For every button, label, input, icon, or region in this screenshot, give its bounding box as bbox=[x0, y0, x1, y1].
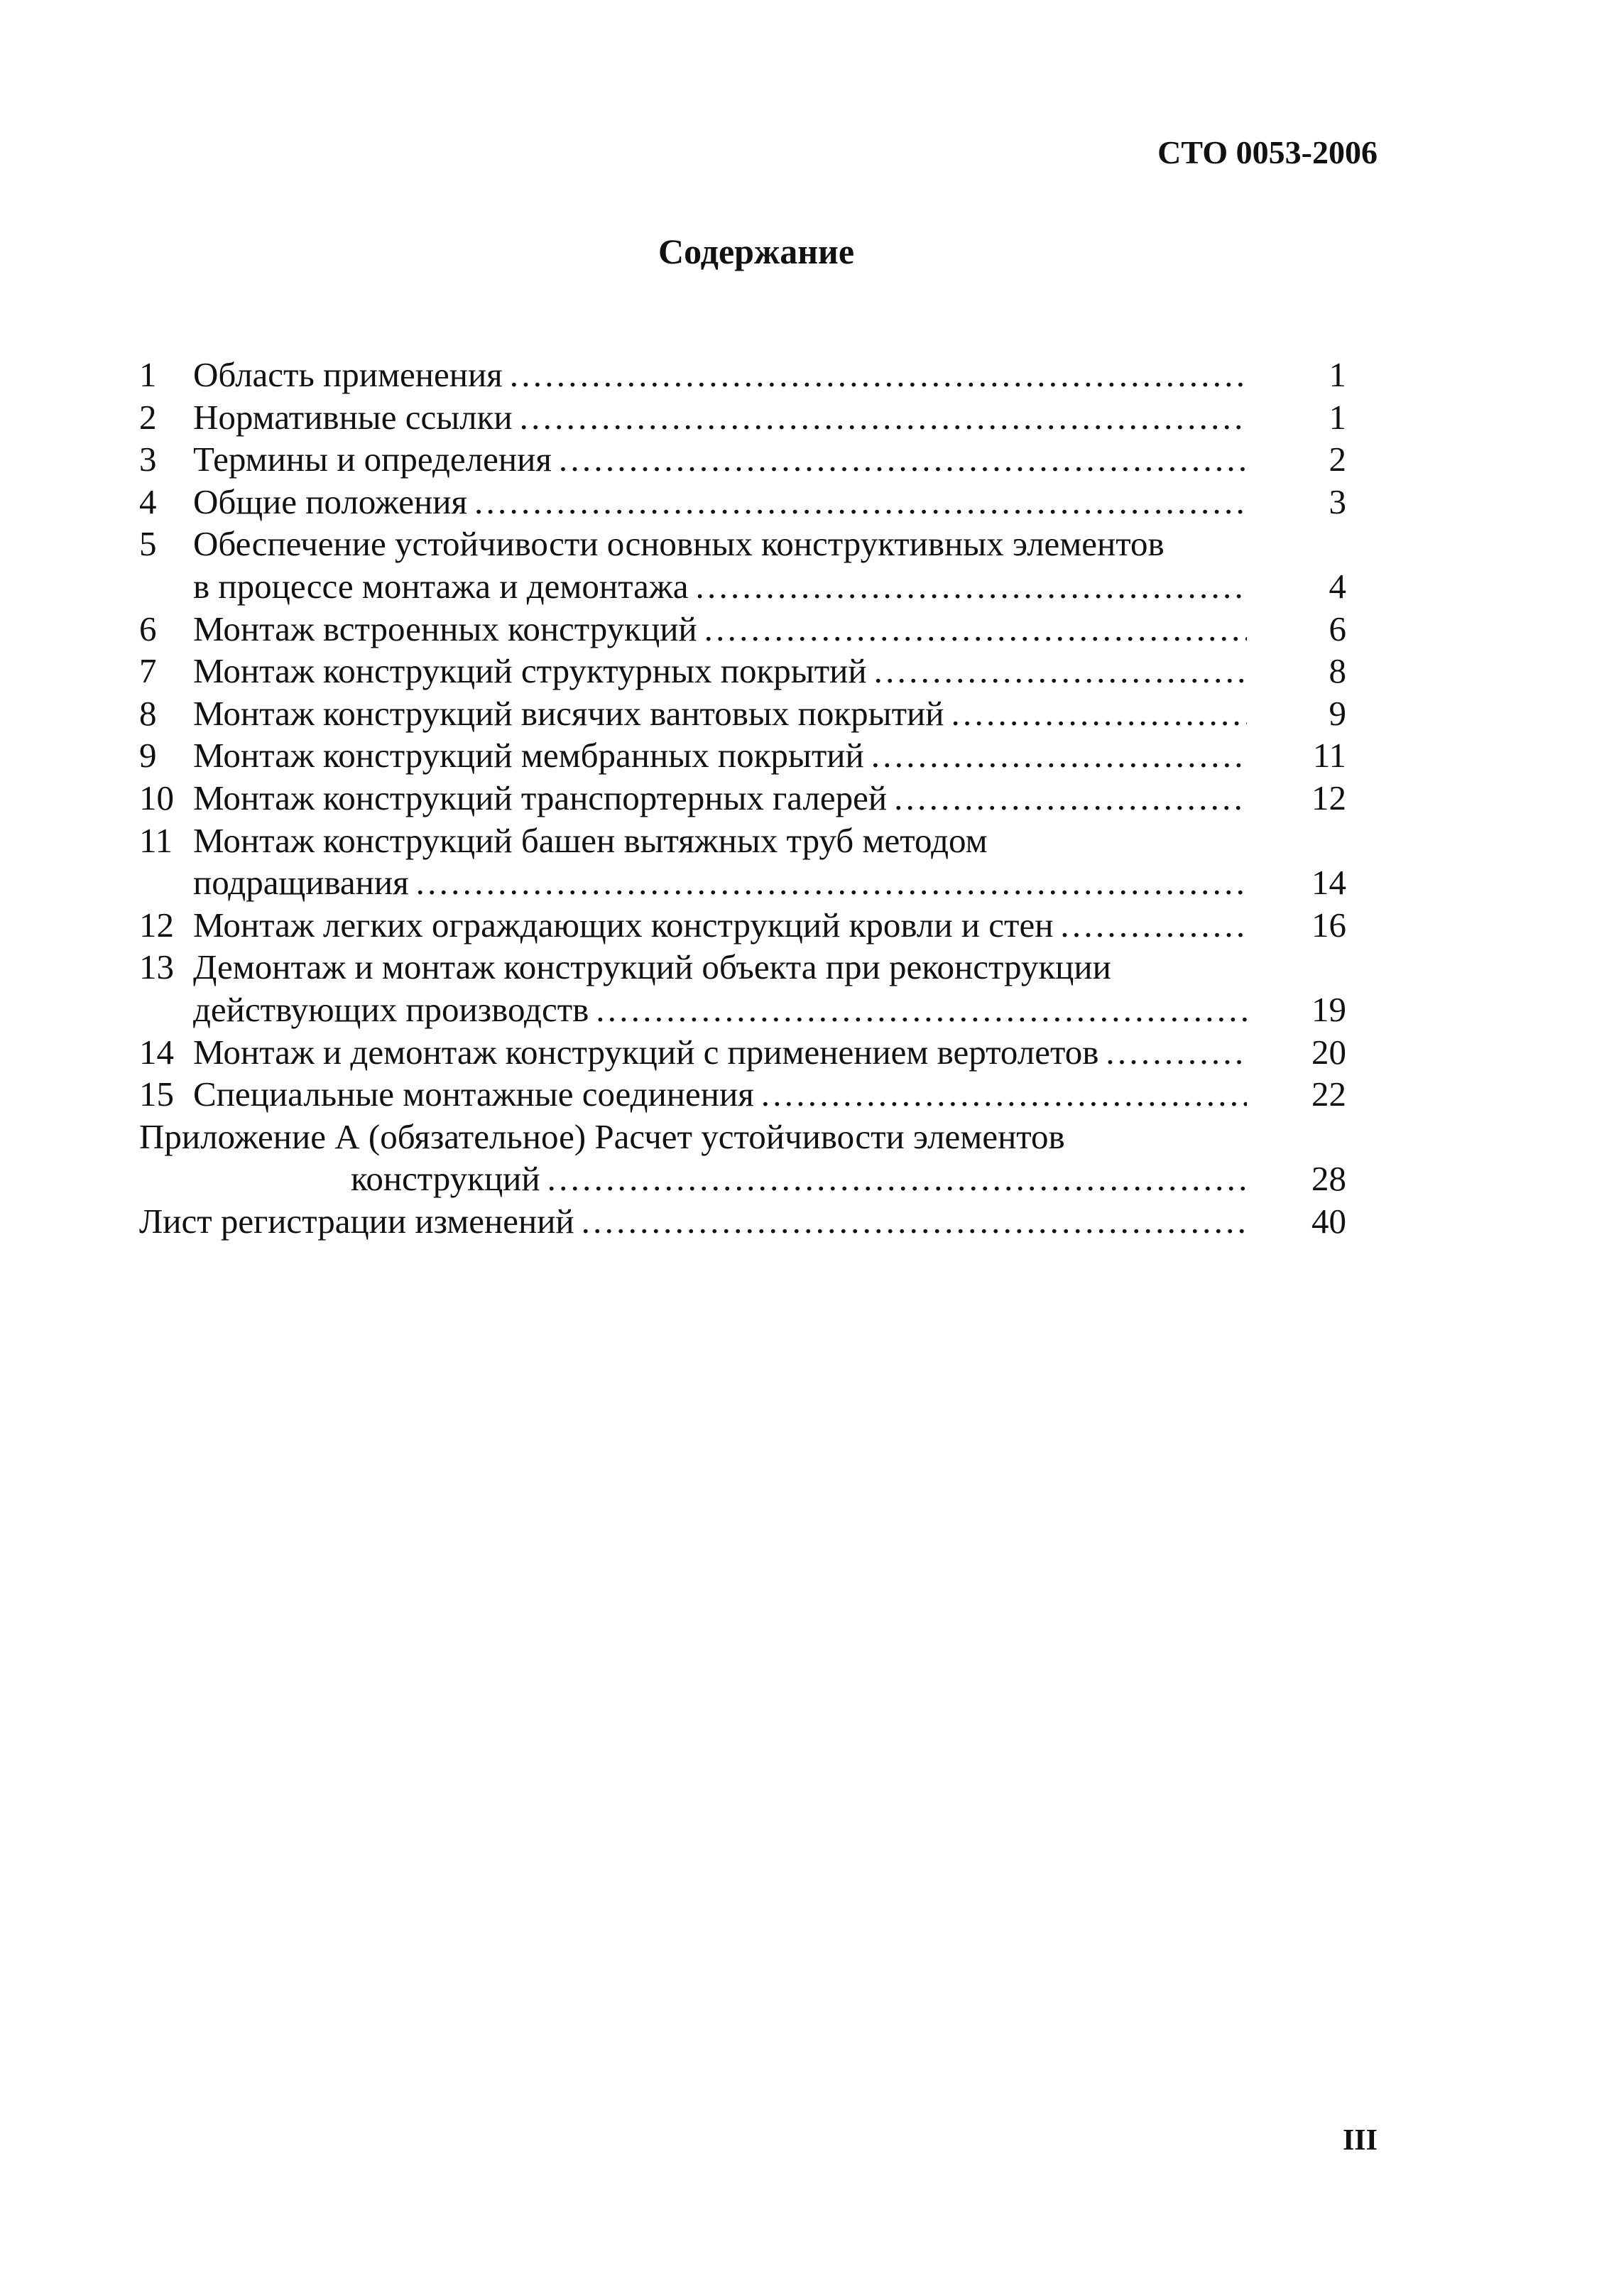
page-number: III bbox=[1342, 2124, 1378, 2157]
toc-item-8[interactable] bbox=[139, 692, 1346, 735]
toc-item-5[interactable] bbox=[139, 523, 1346, 565]
toc-item-number: 11 bbox=[139, 820, 173, 860]
toc-leader-dots bbox=[871, 734, 1247, 777]
toc-item-title: Монтаж встроенных конструкций bbox=[193, 609, 697, 648]
toc-item-title-continued: действующих производств bbox=[193, 989, 589, 1029]
toc-item-title: Термины и определения bbox=[193, 440, 552, 479]
toc-leader-dots bbox=[951, 692, 1247, 735]
toc-leader-dots bbox=[582, 1200, 1247, 1243]
toc-item-10[interactable] bbox=[139, 777, 1346, 820]
toc-item-number: 2 bbox=[139, 397, 157, 437]
toc-item-page: 1 bbox=[1329, 355, 1346, 394]
toc-item-page: 16 bbox=[1311, 905, 1346, 945]
toc-leader-dots bbox=[416, 861, 1247, 904]
toc-item-title-continued: в процессе монтажа и демонтажа bbox=[193, 566, 689, 606]
toc-item-2[interactable] bbox=[139, 396, 1346, 439]
toc-item-page: 2 bbox=[1329, 440, 1346, 479]
document-code: СТО 0053-2006 bbox=[1157, 134, 1378, 170]
toc-leader-dots bbox=[894, 777, 1247, 820]
toc-item-page: 14 bbox=[1311, 863, 1346, 903]
toc-item-number: 15 bbox=[139, 1074, 174, 1114]
toc-leader-dots bbox=[474, 481, 1247, 523]
toc-item-number: 10 bbox=[139, 778, 174, 817]
toc-item-page: 20 bbox=[1311, 1032, 1346, 1072]
toc-item-page: 22 bbox=[1311, 1074, 1346, 1114]
toc-leader-dots bbox=[704, 608, 1247, 651]
toc-item-title: Обеспечение устойчивости основных конструктивных элементов bbox=[193, 524, 1165, 564]
toc-leader-dots bbox=[559, 438, 1247, 481]
toc-item-13[interactable] bbox=[139, 946, 1346, 989]
toc-item-13-continued[interactable] bbox=[139, 989, 1346, 1031]
toc-item-12[interactable] bbox=[139, 904, 1346, 947]
toc-item-page: 12 bbox=[1311, 778, 1346, 817]
toc-leader-dots bbox=[874, 650, 1247, 692]
toc-item-title: Общие положения bbox=[193, 481, 468, 521]
toc-item-number: 12 bbox=[139, 905, 174, 945]
toc-item-page: 4 bbox=[1329, 566, 1346, 606]
toc-item-title: Демонтаж и монтаж конструкций объекта при реконструкции bbox=[193, 947, 1111, 987]
toc-item-number: 13 bbox=[139, 947, 174, 987]
toc-appendix-a[interactable] bbox=[139, 1116, 1346, 1158]
toc-leader-dots bbox=[1106, 1031, 1247, 1074]
toc-item-title: Монтаж конструкций мембранных покрытий bbox=[193, 736, 864, 776]
toc-item-number: 4 bbox=[139, 481, 157, 521]
toc-item-title: Нормативные ссылки bbox=[193, 397, 513, 437]
toc-item-page: 9 bbox=[1329, 693, 1346, 733]
toc-leader-dots bbox=[547, 1158, 1247, 1200]
toc-item-page: 11 bbox=[1312, 736, 1346, 776]
toc-item-title: Монтаж легких ограждающих конструкций кровли и стен bbox=[193, 905, 1054, 945]
toc-leader-dots bbox=[596, 989, 1247, 1031]
toc-item-title: Монтаж конструкций транспортерных галерей bbox=[193, 778, 888, 817]
toc-item-number: 6 bbox=[139, 609, 157, 648]
toc-item-11-continued[interactable] bbox=[139, 861, 1346, 904]
toc-leader-dots bbox=[1060, 904, 1247, 947]
page-title: Содержание bbox=[658, 232, 855, 271]
toc-leader-dots bbox=[695, 565, 1247, 608]
table-of-contents bbox=[139, 354, 1346, 1242]
toc-leader-dots bbox=[520, 396, 1247, 439]
toc-item-11[interactable] bbox=[139, 820, 1346, 862]
toc-item-title: Специальные монтажные соединения bbox=[193, 1074, 754, 1114]
toc-item-page: 3 bbox=[1329, 481, 1346, 521]
toc-item-5-continued[interactable] bbox=[139, 565, 1346, 608]
toc-changes-sheet[interactable] bbox=[139, 1200, 1346, 1243]
toc-item-page: 1 bbox=[1329, 397, 1346, 437]
toc-leader-dots bbox=[761, 1073, 1247, 1116]
toc-appendix-page: 28 bbox=[1311, 1159, 1346, 1199]
toc-appendix-title-continued: конструкций bbox=[351, 1159, 540, 1199]
toc-appendix-a-continued[interactable] bbox=[139, 1158, 1346, 1200]
toc-item-number: 1 bbox=[139, 355, 157, 394]
toc-item-number: 3 bbox=[139, 440, 157, 479]
toc-item-title: Монтаж конструкций структурных покрытий bbox=[193, 651, 867, 691]
toc-item-3[interactable] bbox=[139, 438, 1346, 481]
toc-item-14[interactable] bbox=[139, 1031, 1346, 1074]
toc-item-4[interactable] bbox=[139, 481, 1346, 523]
toc-item-number: 9 bbox=[139, 736, 157, 776]
toc-changes-title: Лист регистрации изменений bbox=[139, 1201, 574, 1241]
toc-item-page: 8 bbox=[1329, 651, 1346, 691]
toc-item-number: 8 bbox=[139, 693, 157, 733]
toc-item-title: Монтаж и демонтаж конструкций с применением вертолетов bbox=[193, 1032, 1099, 1072]
toc-item-1[interactable] bbox=[139, 354, 1346, 396]
toc-item-9[interactable] bbox=[139, 734, 1346, 777]
toc-item-15[interactable] bbox=[139, 1073, 1346, 1116]
toc-leader-dots bbox=[510, 354, 1247, 396]
toc-item-number: 5 bbox=[139, 524, 157, 564]
toc-item-title: Монтаж конструкций башен вытяжных труб методом bbox=[193, 820, 988, 860]
toc-item-7[interactable] bbox=[139, 650, 1346, 692]
toc-changes-page: 40 bbox=[1311, 1201, 1346, 1241]
toc-item-title: Область применения bbox=[193, 355, 503, 394]
toc-appendix-title: Приложение А (обязательное) Расчет устойчивости элементов bbox=[139, 1116, 1065, 1156]
toc-item-page: 19 bbox=[1311, 989, 1346, 1029]
toc-item-number: 7 bbox=[139, 651, 157, 691]
toc-item-title: Монтаж конструкций висячих вантовых покрытий bbox=[193, 693, 944, 733]
toc-item-6[interactable] bbox=[139, 608, 1346, 651]
toc-item-number: 14 bbox=[139, 1032, 174, 1072]
toc-item-page: 6 bbox=[1329, 609, 1346, 648]
toc-item-title-continued: подращивания bbox=[193, 863, 409, 903]
